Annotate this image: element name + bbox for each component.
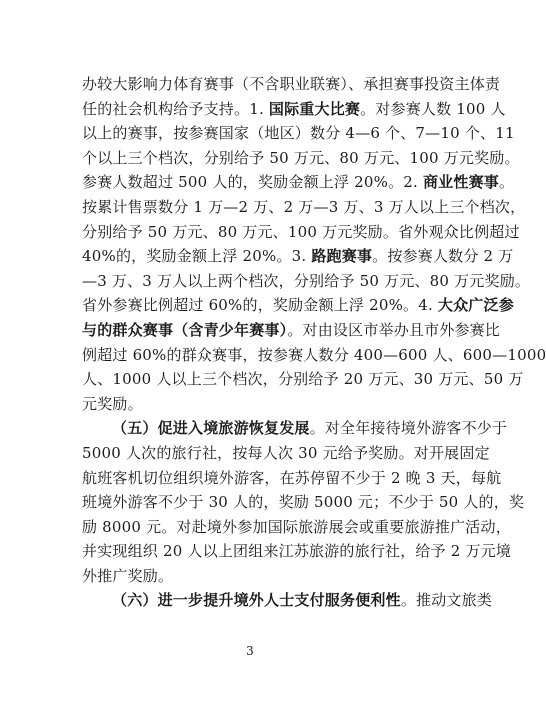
text-segment: 以上的赛事，按参赛国家（地区）数分 4—6 个、7—10 个、11 <box>82 124 515 143</box>
text-line <box>82 539 512 564</box>
text-line <box>82 392 422 417</box>
text-line <box>82 220 520 245</box>
text-line <box>82 490 525 515</box>
text-line <box>82 564 422 589</box>
text-line <box>82 515 511 540</box>
text-segment: —3 万、3 万人以上两个档次，分别给予 50 万元、80 万元奖励。 <box>82 271 531 290</box>
text-line <box>82 97 506 122</box>
text-segment: 。推动文旅类 <box>400 591 493 610</box>
text-segment: 任的社会机构给予支持。1. <box>82 99 269 118</box>
text-segment: 。 <box>498 173 515 192</box>
bold-heading-text: 大众广泛参 <box>437 296 514 315</box>
text-line <box>82 244 514 269</box>
text-line <box>82 293 514 318</box>
text-line <box>82 416 508 441</box>
text-segment: 5000 人次的旅行社，按每人次 30 元给予奖励。对开展固定 <box>82 443 490 462</box>
text-segment: 。对全年接待境外游客不少于 <box>309 419 508 438</box>
text-line <box>82 121 515 146</box>
text-line <box>82 170 515 195</box>
text-line <box>82 367 524 392</box>
text-line <box>82 588 493 613</box>
text-segment: 参赛人数超过 500 人的，奖励金额上浮 20%。2. <box>82 173 423 192</box>
body-text <box>82 72 546 613</box>
text-segment: 个以上三个档次，分别给予 50 万元、80 万元、100 万元奖励。 <box>82 148 520 167</box>
bold-heading-text: 商业性赛事 <box>422 173 499 192</box>
text-line <box>82 441 490 466</box>
text-segment: 。按参赛人数分 2 万 <box>372 247 514 266</box>
text-line <box>82 343 546 368</box>
text-segment: 人、1000 人以上三个档次，分别给予 20 万元、30 万元、50 万 <box>82 370 524 389</box>
text-segment: 按累计售票数分 1 万—2 万、2 万—3 万、3 万人以上三个档次， <box>82 197 526 216</box>
text-segment: 40%的，奖励金额上浮 20%。3. <box>82 247 312 266</box>
text-line <box>82 195 526 220</box>
text-segment: 励 8000 元。对赴境外参加国际旅游展会或重要旅游推广活动， <box>82 517 511 536</box>
text-line <box>82 146 520 171</box>
text-segment: 例超过 60%的群众赛事，按参赛人数分 400—600 人、600—1000 <box>82 345 546 364</box>
text-segment: 航班客机切位组织境外游客，在苏停留不少于 2 晚 3 天，每航 <box>82 468 502 487</box>
page-number: 3 <box>246 644 254 658</box>
text-segment: 。对由设区市举办且市外参赛比 <box>287 320 501 339</box>
text-segment: 。对参赛人数 100 人 <box>360 99 506 118</box>
bold-heading-text: 国际重大比赛 <box>268 99 361 118</box>
text-segment: 省外参赛比例超过 60%的，奖励金额上浮 20%。4. <box>82 296 438 315</box>
text-segment: 并实现组织 20 人以上团组来江苏旅游的旅行社，给予 2 万元境 <box>82 542 512 561</box>
text-line <box>82 318 501 343</box>
text-segment: 分别给予 50 万元、80 万元、100 万元奖励。省外观众比例超过 <box>82 222 520 241</box>
bold-heading-text: 与的群众赛事（含青少年赛事） <box>82 320 288 339</box>
bold-heading-text: （六）进一步提升境外人士支付服务便利性 <box>112 591 401 610</box>
text-segment: 外推广奖励。 <box>82 566 174 585</box>
text-segment: 办较大影响力体育赛事（不含职业联赛）、承担赛事投资主体责 <box>82 75 501 93</box>
text-line <box>82 72 501 97</box>
bold-heading-text: 路跑赛事 <box>311 247 373 266</box>
text-segment: 班境外游客不少于 30 人的，奖励 5000 元；不少于 50 人的，奖 <box>82 493 525 512</box>
bold-heading-text: （五）促进入境旅游恢复发展 <box>112 419 310 438</box>
text-segment: 元奖励。 <box>82 394 143 413</box>
text-line <box>82 269 531 294</box>
text-line <box>82 466 502 491</box>
